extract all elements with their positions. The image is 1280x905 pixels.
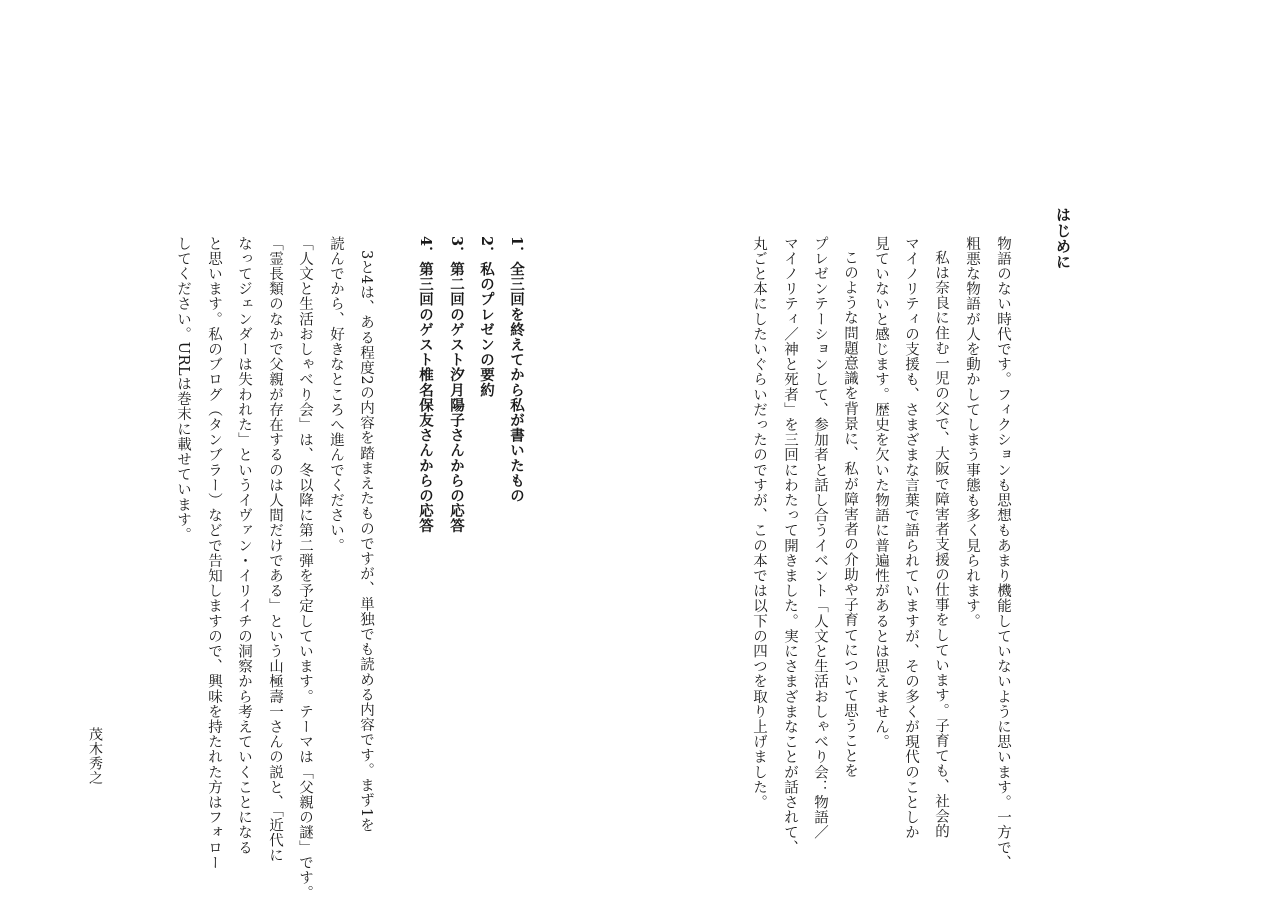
body2-p2-line3: なってジェンダーは失われた」というイヴァン・イリイチの洞察から考えていくことになる [236, 236, 252, 856]
intro-p1-line2: 粗悪な物語が人を動かしてしまう事態も多く見られます。 [964, 236, 980, 629]
toc-item-1: 1．全三回を終えてから私が書いたもの [508, 236, 525, 504]
body2-p2-line1: 「人文と生活おしゃべり会」は、冬以降に第二弾を予定しています。テーマは「父親の謎」です。 [297, 236, 313, 901]
intro-p3-line4: 丸ごと本にしたいぐらいだったのですが、この本では以下の四つを取り上げました。 [751, 236, 767, 810]
intro-p3-line3: マイノリティ／神と死者」を三回にわたって開きました。実にさまざまなことが話されて、 [782, 236, 798, 856]
body2-p1-line2: 読んでから、好きなところへ進んでください。 [328, 236, 344, 554]
intro-p3-line2: プレゼンテーションして、参加者と話し合うイベント「人文と生活おしゃべり会：物語／ [812, 236, 828, 840]
body2-p2-line2: 「霊長類のなかで父親が存在するのは人間だけである」という山極壽一さんの説と、「近代に [267, 236, 283, 863]
toc-item-4: 4．第三回のゲスト椎名保友さんからの応答 [417, 236, 434, 534]
body2-p2-line4: と思います。私のブログ（タンブラー）などで告知しますので、興味を持たれた方はフォロー [206, 236, 222, 871]
intro-p2-line2: マイノリティの支援も、さまざまな言葉で語られていますが、その多くが現代のことしか [903, 236, 919, 840]
intro-p1-line1: 物語のない時代です。フィクションも思想もあまり機能していないように思います。一方で、 [995, 236, 1011, 871]
intro-p2-line1: 私は奈良に住む一児の父で、大阪で障害者支援の仕事をしています。子育ても、社会的 [933, 250, 949, 839]
intro-heading: はじめに [1054, 207, 1072, 270]
toc-item-3: 3．第二回のゲスト汐月陽子さんからの応答 [448, 236, 465, 534]
body2-p1-line1: 3と4は、ある程度2の内容を踏まえたものですが、単独でも読める内容です。まず1を [358, 250, 374, 833]
author-signature: 茂木秀之 [87, 727, 103, 786]
intro-p3-line1: このような問題意識を背景に、私が障害者の介助や子育てについて思うことを [842, 250, 858, 779]
toc-item-2: 2．私のプレゼンの要約 [478, 236, 495, 398]
body2-p2-line5: してください。URLは巻末に載せています。 [175, 236, 191, 543]
intro-p2-line3: 見ていないと感じます。歴史を欠いた物語に普遍性があるとは思えません。 [873, 236, 889, 750]
